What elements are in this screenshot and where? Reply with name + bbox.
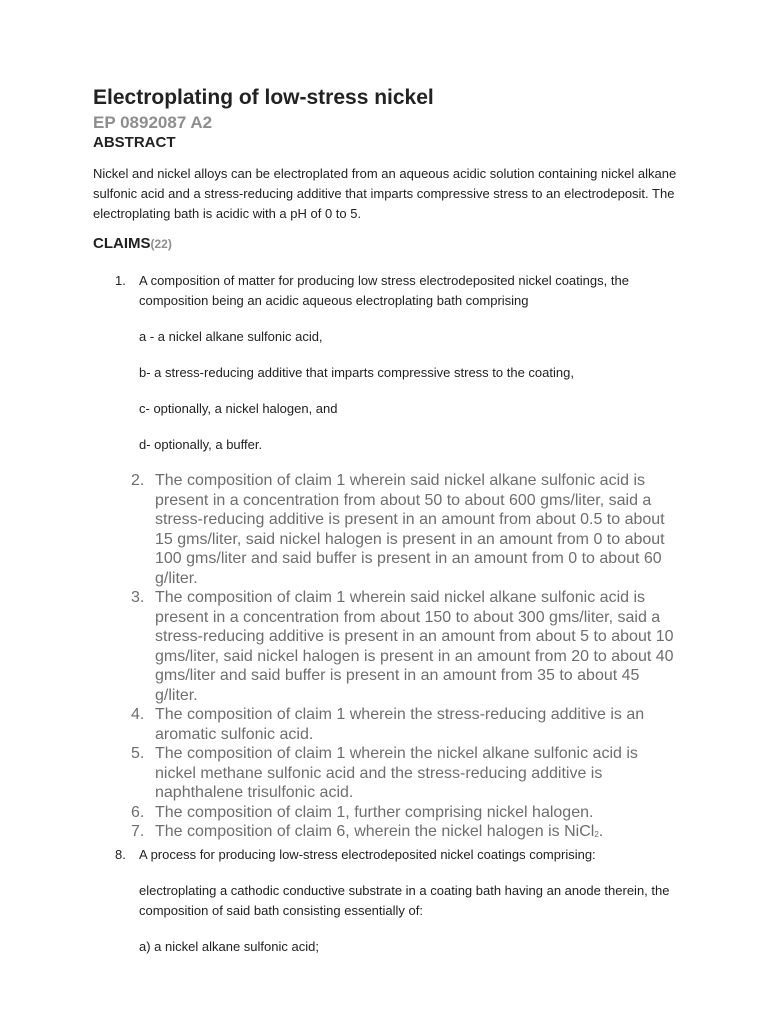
abstract-heading: ABSTRACT	[93, 134, 176, 151]
claim-2	[93, 471, 683, 588]
claim-number: 1.	[115, 273, 126, 288]
claim-8	[93, 845, 683, 957]
claim-number: 6.	[131, 803, 145, 821]
claim-text: The composition of claim 1 wherein said nickel alkane sulfonic acid is present in a concentration from about 50 to about 600 gms/liter, said a stress-reducing additive is present in an amount from about 0.5 to about 15 gms/liter, said nickel halogen is present in an amount from 0 to about 100 gms/liter and said buffer is present in an amount from 0 to about 60 g/liter.	[155, 472, 665, 587]
claim-text-before: The composition of claim 6, wherein the nickel halogen is NiCl	[155, 823, 595, 840]
dependent-claims-list	[93, 471, 683, 845]
document-title: Electroplating of low-stress nickel	[93, 86, 434, 109]
claims-list	[93, 271, 683, 455]
claim-7	[93, 822, 683, 845]
claim-1	[93, 271, 683, 455]
claim-text: The composition of claim 1, further comprising nickel halogen.	[155, 803, 594, 821]
claim-text: The composition of claim 1 wherein the stress-reducing additive is an aromatic sulfonic acid.	[155, 706, 645, 743]
claim-text	[155, 823, 603, 840]
claim-text-after: .	[598, 823, 604, 840]
claim-number: 3.	[131, 589, 145, 606]
claim-3	[93, 588, 683, 705]
claim-item-a: a - a nickel alkane sulfonic acid,	[139, 329, 323, 344]
claim-paragraph: A composition of matter for producing low stress electrodeposited nickel coatings, the composition being an acidic aqueous electroplating bath comprising	[139, 273, 629, 308]
claim-paragraph: A process for producing low-stress electrodeposited nickel coatings comprising:	[139, 846, 596, 862]
chemical-subscript: 2	[594, 830, 599, 839]
publication-number: EP 0892087 A2	[93, 113, 213, 132]
claims-heading-label: CLAIMS	[93, 235, 151, 252]
claim-4	[93, 705, 683, 744]
claim-item-d: d- optionally, a buffer.	[139, 437, 263, 452]
claim-number: 2.	[131, 472, 145, 489]
claim-text: The composition of claim 1 wherein said nickel alkane sulfonic acid is present in a concentration from about 150 to about 300 gms/liter, said a stress-reducing additive is present in an amount from about 5 to about 10 gms/liter, said nickel halogen is present in an amount from 20 to about 40 gms/liter and said buffer is present in an amount from 35 to about 45 g/liter.	[155, 589, 674, 704]
claim-number: 5.	[131, 745, 145, 762]
claims-list-continued	[93, 845, 683, 957]
claim-6	[93, 803, 683, 823]
claim-item-c: c- optionally, a nickel halogen, and	[139, 401, 338, 416]
claim-5	[93, 744, 683, 803]
claim-item-b: b- a stress-reducing additive that imparts compressive stress to the coating,	[139, 365, 574, 380]
claims-heading	[93, 233, 683, 255]
claims-count: (22)	[150, 237, 172, 251]
claim-number: 8.	[115, 846, 126, 862]
claim-item-a: a) a nickel alkane sulfonic acid;	[139, 938, 319, 954]
abstract-text: Nickel and nickel alloys can be electroplated from an aqueous acidic solution containing nickel alkane sulfonic acid and a stress-reducing additive that imparts compressive stress to an electrodeposit. The electroplating bath is acidic with a pH of 0 to 5.	[93, 166, 677, 221]
claim-paragraph: electroplating a cathodic conductive substrate in a coating bath having an anode therein, the composition of said bath consisting essentially of:	[139, 882, 670, 918]
claim-number: 7.	[131, 823, 145, 840]
claim-number: 4.	[131, 706, 145, 723]
claim-text: The composition of claim 1 wherein the nickel alkane sulfonic acid is nickel methane sulfonic acid and the stress-reducing additive is naphthalene trisulfonic acid.	[155, 745, 638, 801]
patent-document	[93, 84, 683, 957]
